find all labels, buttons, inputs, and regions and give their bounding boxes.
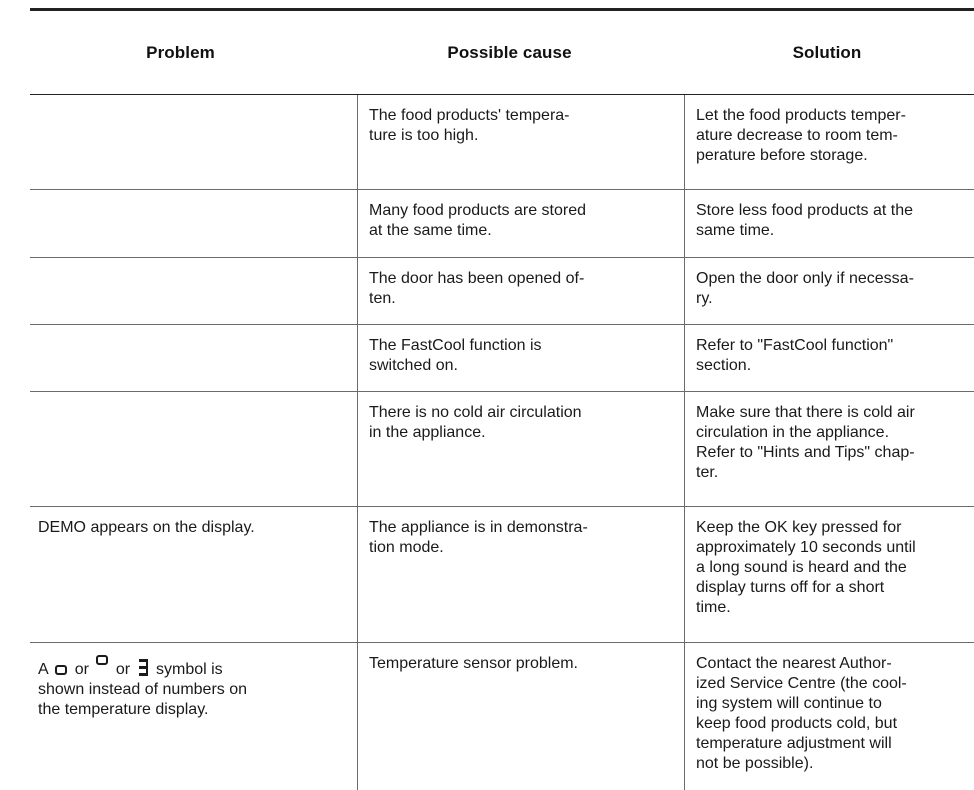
display-symbol-o-icon <box>55 665 67 675</box>
cause-text: The food products' tempera- ture is too high. <box>369 107 570 144</box>
solution-cell <box>684 258 974 324</box>
solution-cell <box>684 190 974 257</box>
display-symbol-bars-icon <box>139 659 148 676</box>
cause-cell <box>357 507 684 642</box>
table-row <box>30 643 974 790</box>
problem-text: DEMO appears on the display. <box>38 519 255 536</box>
cause-text: The FastCool function is switched on. <box>369 337 542 374</box>
cause-cell <box>357 392 684 506</box>
cause-text: There is no cold air circulation in the appliance. <box>369 404 582 441</box>
problem-cell <box>30 325 357 391</box>
cause-cell <box>357 325 684 391</box>
symbol-line <box>38 659 343 680</box>
solution-text: Make sure that there is cold air circulation in the appliance. Refer to "Hints and Tips" chap- ter. <box>696 404 915 481</box>
problem-cell <box>30 392 357 506</box>
solution-cell <box>684 643 974 790</box>
cause-text: The appliance is in demonstra- tion mode. <box>369 519 588 556</box>
problem-cell <box>30 507 357 642</box>
cause-cell <box>357 190 684 257</box>
problem-text-or: or <box>74 661 89 678</box>
problem-text: shown instead of numbers on the temperature display. <box>38 681 248 718</box>
problem-cell <box>30 643 357 790</box>
table-row <box>30 95 974 190</box>
table-row <box>30 392 974 507</box>
cause-cell <box>357 643 684 790</box>
cause-text: The door has been opened of- ten. <box>369 270 585 307</box>
problem-cell <box>30 190 357 257</box>
header-solution: Solution <box>792 42 862 62</box>
solution-text: Let the food products temper- ature decrease to room tem- perature before storage. <box>696 107 906 164</box>
problem-text-a: A <box>38 661 48 678</box>
problem-cell <box>30 258 357 324</box>
cause-text: Temperature sensor problem. <box>369 655 578 672</box>
header-problem: Problem <box>146 42 215 62</box>
troubleshooting-table <box>30 8 974 790</box>
cause-cell <box>357 95 684 189</box>
problem-text-symbol: symbol is <box>155 661 223 678</box>
header-possible-cause: Possible cause <box>447 42 572 62</box>
solution-text: Refer to "FastCool function" section. <box>696 337 894 374</box>
solution-text: Store less food products at the same time. <box>696 202 914 239</box>
table-row <box>30 190 974 258</box>
solution-cell <box>684 95 974 189</box>
solution-cell <box>684 325 974 391</box>
display-symbol-o-upper-icon <box>96 655 108 665</box>
cause-cell <box>357 258 684 324</box>
cause-text: Many food products are stored at the same time. <box>369 202 587 239</box>
solution-text: Keep the OK key pressed for approximately 10 seconds until a long sound is heard and the display turns off for a short time. <box>696 519 916 616</box>
problem-cell <box>30 95 357 189</box>
table-header <box>30 11 974 95</box>
solution-cell <box>684 507 974 642</box>
table-row <box>30 258 974 325</box>
solution-cell <box>684 392 974 506</box>
table-row <box>30 325 974 392</box>
solution-text: Open the door only if necessa- ry. <box>696 270 914 307</box>
problem-text-or: or <box>115 661 131 678</box>
solution-text: Contact the nearest Author- ized Service Centre (the cool- ing system will continue to keep food products cold, but temperature adjustment will not be possible). <box>696 655 907 772</box>
table-row <box>30 507 974 643</box>
